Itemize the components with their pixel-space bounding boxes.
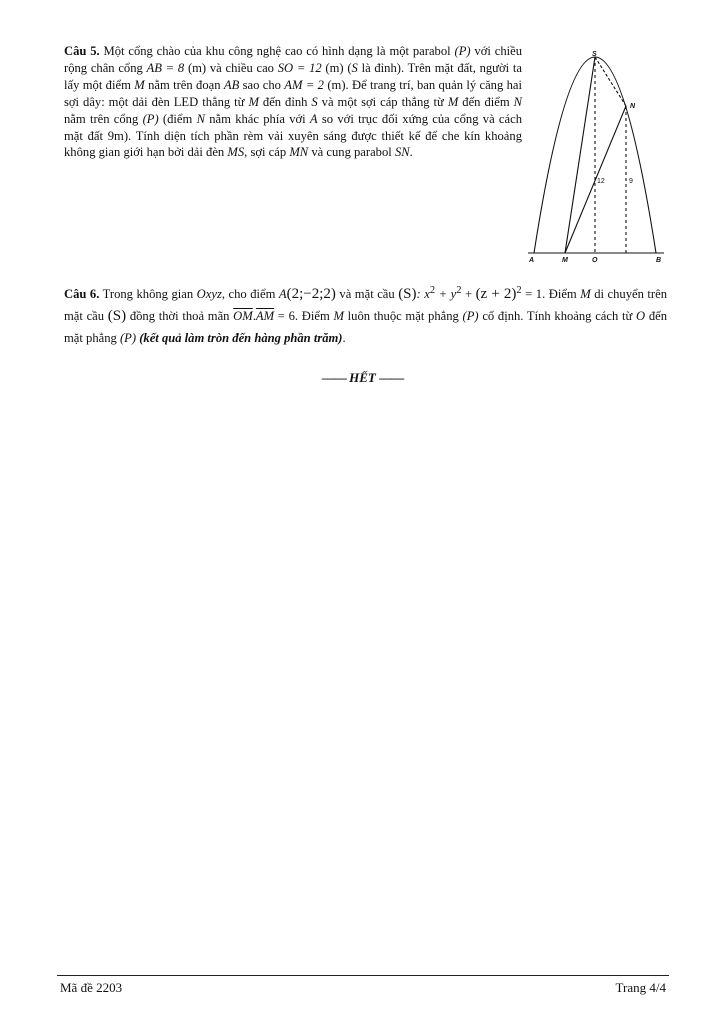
label-b: B bbox=[656, 257, 662, 263]
segment-mn bbox=[565, 106, 626, 253]
label-m: M bbox=[562, 257, 568, 263]
page-number: Trang 4/4 bbox=[615, 980, 666, 995]
question-6-label: Câu 6. bbox=[64, 287, 100, 302]
label-a: A bbox=[529, 257, 535, 263]
footer-divider bbox=[57, 975, 669, 976]
label-height-12: 12 bbox=[597, 178, 605, 185]
question-6: Câu 6. Trong không gian Oxyz, cho điểm A(2;−2;2) và mặt cầu (S): $x^2 + y^2 + (z + 2)^2 = 1$. Điểm M di chuyển trên mặt cầu (S) đồng thời thoả mãn $\overline{OM}.\overline{AM} = 6$. Điểm M luôn thuộc mặt phẳng (P) cố định. Tính khoảng cách từ O đến mặt phẳng (P) (kết quả làm tròn đến hàng phần trăm). bbox=[64, 285, 667, 346]
end-marker: —— HẾT —— bbox=[321, 370, 404, 385]
label-height-9: 9 bbox=[629, 178, 633, 185]
label-o: O bbox=[592, 257, 598, 263]
label-n: N bbox=[630, 103, 636, 110]
parabola-gate-figure bbox=[528, 48, 673, 263]
question-5-label: Câu 5. bbox=[64, 44, 100, 58]
exam-code: Mã đề 2203 bbox=[60, 980, 123, 995]
label-s: S bbox=[592, 51, 597, 58]
segment-ms bbox=[565, 57, 595, 253]
segment-sn bbox=[595, 57, 626, 106]
question-5: Câu 5. Một cổng chào của khu công nghệ cao có hình dạng là một parabol (P) với chiều rộng chân cổng AB = 8 (m) và chiều cao SO = 12 (m) (S là đỉnh). Trên mặt đất, người ta lấy một điểm M nằm trên đoạn AB sao cho AM = 2 (m). Để trang trí, ban quản lý căng hai sợi dây: một dải đèn LED thẳng từ M đến đỉnh S và một sợi cáp thẳng từ M đến điểm N nằm trên cổng (P) (điểm N nằm khác phía với A so với trục đối xứng của cổng và cách mặt đất 9m). Tính diện tích phần rèm vải xuyên sáng được thiết kế để che kín khoảng không gian giới hạn bởi dải đèn MS, sợi cáp MN và cung parabol SN. bbox=[64, 44, 523, 160]
